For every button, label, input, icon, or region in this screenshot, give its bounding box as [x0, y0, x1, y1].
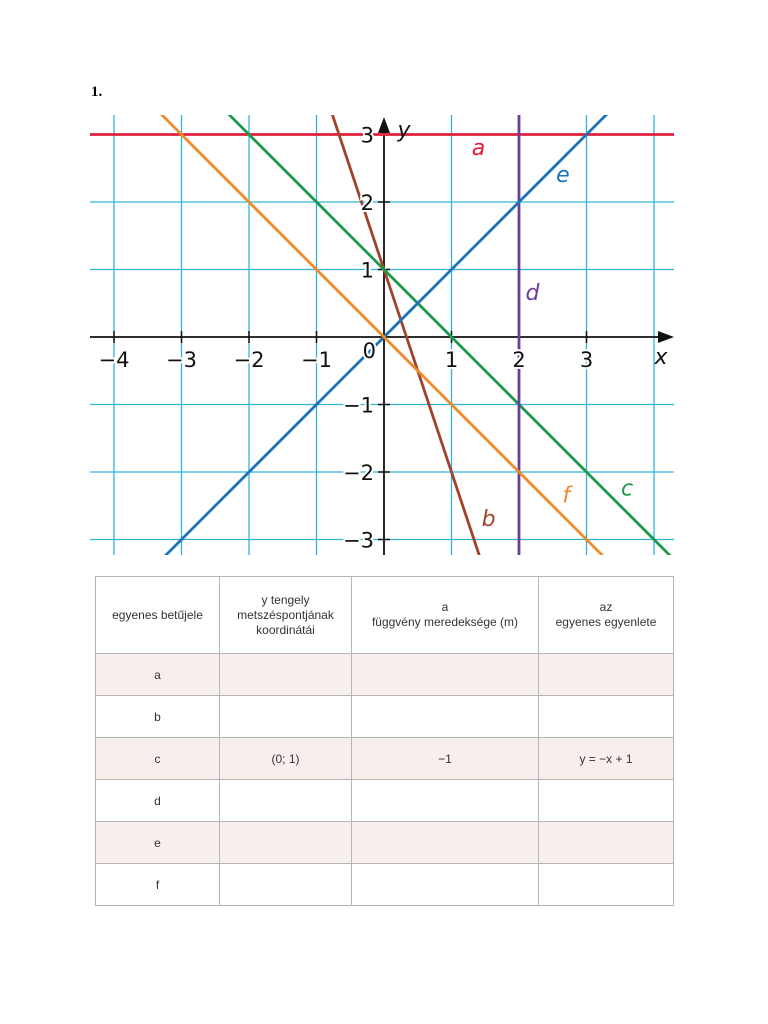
- y-tick-label: 2: [360, 191, 374, 215]
- cell-intercept[interactable]: [220, 654, 352, 696]
- origin-label: 0: [362, 339, 376, 363]
- line-label-f: f: [562, 483, 571, 509]
- cell-intercept[interactable]: [220, 696, 352, 738]
- table-row: [96, 696, 674, 738]
- x-tick-label: −2: [233, 348, 265, 372]
- line-label-b: b: [481, 507, 496, 532]
- cell-slope[interactable]: [352, 864, 539, 906]
- cell-equation[interactable]: [539, 654, 674, 696]
- cell-slope[interactable]: [352, 696, 539, 738]
- cell-letter: b: [96, 696, 220, 738]
- cell-slope[interactable]: −1: [352, 738, 539, 780]
- cell-slope[interactable]: [352, 780, 539, 822]
- cell-equation[interactable]: [539, 696, 674, 738]
- y-tick-label: −1: [343, 393, 374, 418]
- cell-letter: e: [96, 822, 220, 864]
- cell-intercept[interactable]: (0; 1): [220, 738, 352, 780]
- x-tick-label: 3: [579, 348, 594, 372]
- header-y-intercept: y tengely metszéspontjának koordinátái: [220, 577, 352, 654]
- cell-slope[interactable]: [352, 822, 539, 864]
- line-label-e: e: [556, 162, 570, 188]
- cell-letter: c: [96, 738, 220, 780]
- table-row: [96, 654, 674, 696]
- line-graph: [90, 115, 674, 555]
- y-tick-label: −2: [343, 461, 374, 485]
- line-label-c: c: [620, 476, 634, 502]
- x-axis-arrow-icon: [658, 331, 674, 343]
- cell-letter: a: [96, 654, 220, 696]
- cell-letter: f: [96, 864, 220, 906]
- cell-letter: d: [96, 780, 220, 822]
- y-tick-label: −3: [343, 528, 374, 553]
- header-slope: a függvény meredeksége (m): [352, 577, 539, 654]
- cell-slope[interactable]: [352, 654, 539, 696]
- x-tick-label: 1: [444, 348, 459, 372]
- x-axis-label: x: [654, 345, 668, 370]
- table-row: [96, 822, 674, 864]
- y-tick-label: 3: [360, 123, 374, 148]
- table-row: [96, 864, 674, 906]
- table-row: [96, 780, 674, 822]
- y-axis-label: y: [397, 118, 411, 143]
- x-tick-label: −4: [98, 348, 130, 372]
- cell-equation[interactable]: y = −x + 1: [539, 738, 674, 780]
- cell-equation[interactable]: [539, 822, 674, 864]
- line-label-d: d: [525, 280, 540, 306]
- table-row: [96, 738, 674, 780]
- y-axis-arrow-icon: [378, 117, 390, 133]
- x-tick-label: −1: [301, 348, 332, 372]
- table-header-row: [96, 577, 674, 654]
- cell-intercept[interactable]: [220, 780, 352, 822]
- cell-intercept[interactable]: [220, 822, 352, 864]
- cell-equation[interactable]: [539, 864, 674, 906]
- line-label-a: a: [471, 135, 486, 161]
- task-number: 1.: [91, 84, 103, 100]
- x-tick-label: −3: [166, 348, 197, 372]
- header-line-letter: egyenes betűjele: [96, 577, 220, 654]
- cell-equation[interactable]: [539, 780, 674, 822]
- y-tick-label: 1: [360, 258, 374, 283]
- lines-table: [95, 576, 674, 906]
- x-tick-label: 2: [512, 348, 526, 372]
- cell-intercept[interactable]: [220, 864, 352, 906]
- header-equation: az egyenes egyenlete: [539, 577, 674, 654]
